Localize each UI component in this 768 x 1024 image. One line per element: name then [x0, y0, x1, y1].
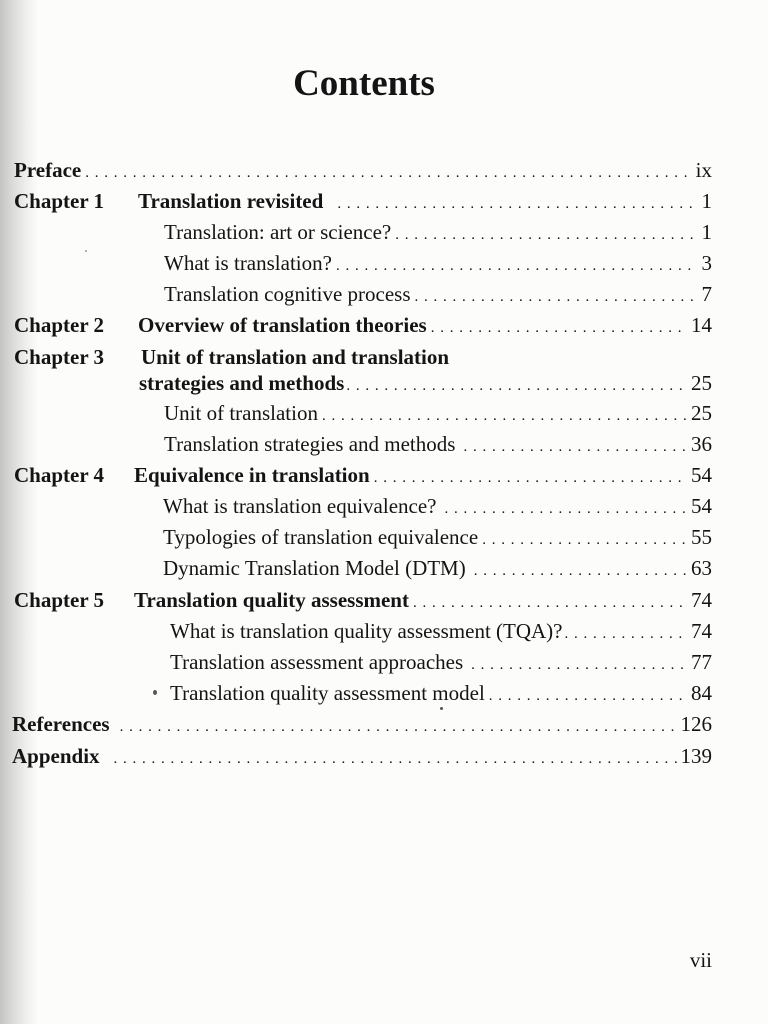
toc-chapter-title: Unit of translation and translation [141, 345, 450, 369]
toc-page-number: ix [695, 158, 712, 182]
toc-entry-chapter-3[interactable] [14, 344, 712, 370]
toc-chapter-title: Equivalence in translation [134, 463, 370, 487]
toc-entry-section[interactable] [163, 524, 712, 553]
dot-leader [431, 315, 687, 341]
dot-leader [463, 434, 687, 460]
toc-entry-references[interactable] [12, 711, 712, 740]
toc-entry-preface[interactable] [14, 157, 712, 186]
scan-speck [440, 707, 443, 710]
dot-leader [444, 496, 687, 522]
page-number-footer: vii [689, 948, 712, 972]
toc-page-number: 36 [691, 432, 712, 456]
toc-chapter-title: Overview of translation theories [138, 313, 427, 337]
toc-section-title: What is translation? [164, 251, 332, 275]
dot-leader [336, 253, 698, 279]
toc-page-number: 77 [691, 650, 712, 674]
dot-leader [413, 590, 687, 616]
toc-section-title: Typologies of translation equivalence [163, 525, 479, 549]
toc-label: References [12, 712, 110, 736]
toc-page-number: 63 [691, 556, 712, 580]
toc-page-number: 54 [691, 494, 712, 518]
toc-entry-chapter-5[interactable] [14, 587, 712, 616]
toc-entry-section[interactable] [170, 618, 712, 647]
page-title: Contents [293, 63, 435, 104]
toc-section-title: Translation assessment approaches [170, 650, 464, 674]
toc-entry-section[interactable] [163, 555, 712, 584]
scan-speck [153, 690, 157, 695]
scan-speck [85, 250, 87, 252]
dot-leader [471, 652, 687, 678]
dot-leader [374, 465, 687, 491]
toc-entry-section[interactable] [170, 680, 712, 709]
toc-entry-section[interactable] [164, 431, 712, 460]
toc-page-number: 1 [701, 220, 712, 244]
toc-entry-section[interactable] [163, 493, 712, 522]
toc-chapter-number: Chapter 3 [14, 345, 105, 369]
dot-leader [474, 558, 687, 584]
toc-page-number: 14 [691, 313, 712, 337]
toc-chapter-number: Chapter 5 [14, 588, 105, 612]
toc-chapter-title: Translation quality assessment [134, 588, 409, 612]
dot-leader [482, 527, 687, 553]
toc-page-number: 74 [691, 619, 712, 643]
toc-chapter-title-continued: strategies and methods [139, 371, 345, 395]
toc-entry-chapter-4[interactable] [14, 462, 712, 491]
dot-leader [489, 683, 687, 709]
toc-page-number: 25 [691, 371, 712, 395]
toc-page-number: 55 [691, 525, 712, 549]
toc-chapter-title: Translation revisited [138, 189, 324, 213]
toc-label: Appendix [12, 744, 100, 768]
toc-page-number: 1 [701, 189, 712, 213]
dot-leader [565, 621, 688, 647]
toc-section-title: What is translation quality assessment (TQA)? [170, 619, 563, 643]
dot-leader [337, 191, 697, 217]
toc-entry-chapter-3-continued[interactable] [139, 370, 712, 399]
toc-page-number: 25 [691, 401, 712, 425]
toc-section-title: What is translation equivalence? [163, 494, 437, 518]
toc-chapter-number: Chapter 4 [14, 463, 105, 487]
toc-page-number: 139 [680, 744, 712, 768]
dot-leader [114, 746, 677, 772]
toc-page-number: 7 [701, 282, 712, 306]
dot-leader [415, 284, 698, 310]
toc-entry-section[interactable] [164, 400, 712, 429]
toc-entry-section[interactable] [164, 281, 712, 310]
toc-page-number: 84 [691, 681, 712, 705]
toc-section-title: Translation cognitive process [164, 282, 411, 306]
toc-entry-section[interactable] [164, 219, 712, 248]
toc-label: Preface [14, 158, 82, 182]
toc-section-title: Dynamic Translation Model (DTM) [163, 556, 466, 580]
toc-entry-chapter-1[interactable] [14, 188, 712, 217]
toc-section-title: Unit of translation [164, 401, 318, 425]
toc-page-number: 3 [701, 251, 712, 275]
dot-leader [85, 160, 691, 186]
toc-page-number: 54 [691, 463, 712, 487]
toc-page-number: 74 [691, 588, 712, 612]
toc-entry-chapter-2[interactable] [14, 312, 712, 341]
toc-section-title: Translation: art or science? [164, 220, 392, 244]
dot-leader [120, 714, 677, 740]
toc-chapter-number: Chapter 2 [14, 313, 105, 337]
toc-section-title: Translation quality assessment model [170, 681, 485, 705]
toc-entry-section[interactable] [170, 649, 712, 678]
toc-page-number: 126 [680, 712, 712, 736]
dot-leader [322, 403, 687, 429]
toc-chapter-number: Chapter 1 [14, 189, 105, 213]
toc-entry-appendix[interactable] [12, 743, 712, 772]
toc-section-title: Translation strategies and methods [164, 432, 456, 456]
toc-entry-section[interactable] [164, 250, 712, 279]
dot-leader [395, 222, 697, 248]
dot-leader [346, 373, 687, 399]
